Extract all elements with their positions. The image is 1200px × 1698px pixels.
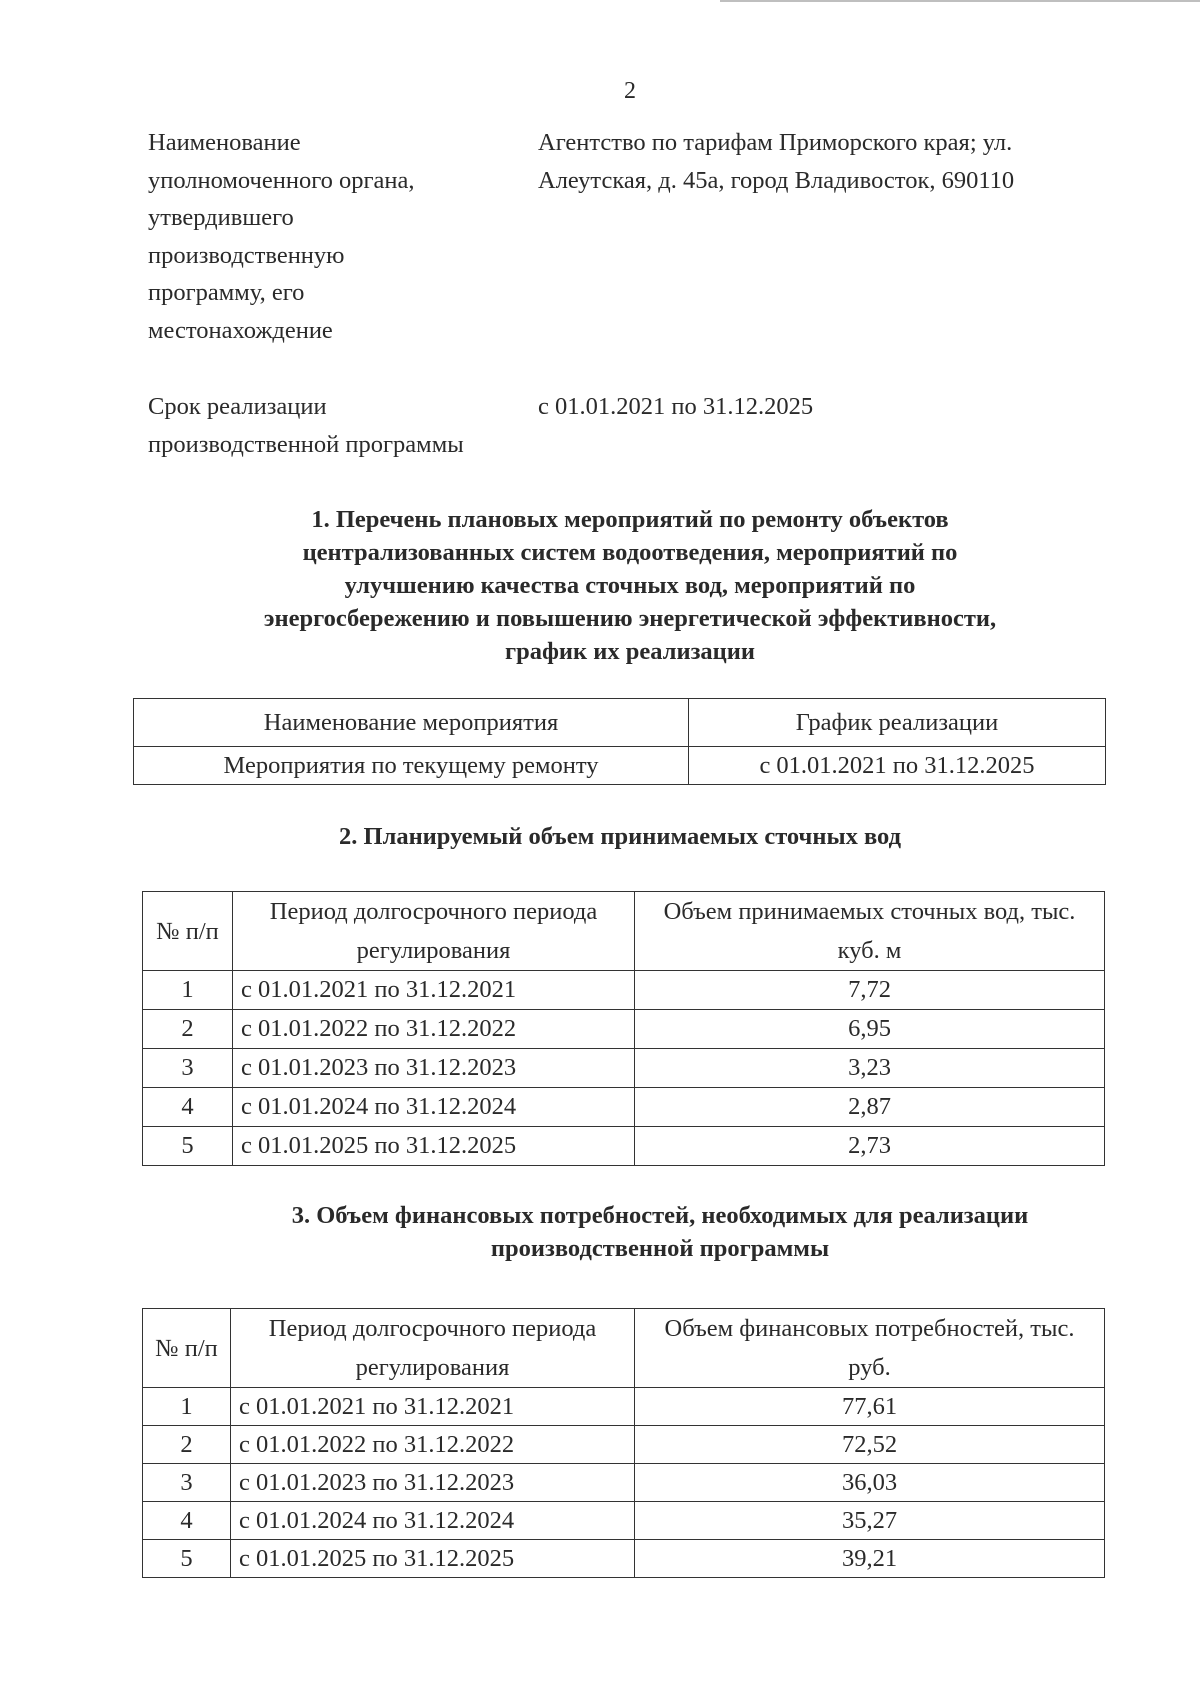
table-row xyxy=(134,747,1106,785)
authority-label: Наименование уполномоченного органа, утвердившего производственную программу, его местонахождение xyxy=(148,129,415,344)
table-header-row xyxy=(143,1309,1105,1388)
table-row xyxy=(143,1049,1105,1088)
table-cell: 2,87 xyxy=(635,1088,1105,1127)
section1-title: 1. Перечень плановых мероприятий по ремонту объектов централизованных систем водоотведения, мероприятий по улучшению качества сточных вод, мероприятий по энергосбережению и повышению энергетической эффективности, график их реализации xyxy=(263,506,997,665)
table-cell: 77,61 xyxy=(635,1388,1105,1426)
table-cell: 1 xyxy=(143,971,233,1010)
table-cell: 1 xyxy=(143,1388,231,1426)
table-row xyxy=(143,971,1105,1010)
table-header-row xyxy=(134,699,1106,747)
table-cell: с 01.01.2022 по 31.12.2022 xyxy=(231,1426,635,1464)
table-row xyxy=(143,1388,1105,1426)
table-cell: с 01.01.2025 по 31.12.2025 xyxy=(233,1127,635,1166)
table-header-cell: Объем финансовых потребностей, тыс. руб. xyxy=(635,1309,1105,1388)
table-cell: 72,52 xyxy=(635,1426,1105,1464)
table-cell: с 01.01.2022 по 31.12.2022 xyxy=(233,1010,635,1049)
table-cell: 4 xyxy=(143,1088,233,1127)
table-cell: 3 xyxy=(143,1049,233,1088)
table-row xyxy=(143,1426,1105,1464)
table-cell: с 01.01.2025 по 31.12.2025 xyxy=(231,1540,635,1578)
table-header-cell: График реализации xyxy=(689,699,1106,747)
table-cell: с 01.01.2021 по 31.12.2021 xyxy=(233,971,635,1010)
table-header-cell: № п/п xyxy=(143,892,233,971)
table-cell: 7,72 xyxy=(635,971,1105,1010)
table-cell: 2 xyxy=(143,1010,233,1049)
table-cell: Мероприятия по текущему ремонту xyxy=(134,747,689,785)
table-cell: 5 xyxy=(143,1127,233,1166)
table-cell: 36,03 xyxy=(635,1464,1105,1502)
table-cell: 4 xyxy=(143,1502,231,1540)
table-header-cell: Период долгосрочного периода регулирования xyxy=(233,892,635,971)
page-number: 2 xyxy=(624,78,636,104)
section2-table xyxy=(142,891,1105,1166)
table-row xyxy=(143,1088,1105,1127)
table-cell: 3,23 xyxy=(635,1049,1105,1088)
table-cell: с 01.01.2021 по 31.12.2021 xyxy=(231,1388,635,1426)
authority-value: Агентство по тарифам Приморского края; ул. Алеутская, д. 45а, город Владивосток, 690110 xyxy=(538,129,1015,194)
table-header-cell: № п/п xyxy=(143,1309,231,1388)
section3-table xyxy=(142,1308,1105,1578)
term-label: Срок реализации производственной программы xyxy=(148,393,464,458)
table-cell: с 01.01.2021 по 31.12.2025 xyxy=(689,747,1106,785)
table-cell: 6,95 xyxy=(635,1010,1105,1049)
table-cell: 35,27 xyxy=(635,1502,1105,1540)
scan-edge-line xyxy=(720,0,1200,2)
table-row xyxy=(143,1127,1105,1166)
table-cell: 5 xyxy=(143,1540,231,1578)
table-row xyxy=(143,1502,1105,1540)
table-cell: с 01.01.2024 по 31.12.2024 xyxy=(231,1502,635,1540)
table-row xyxy=(143,1540,1105,1578)
table-cell: с 01.01.2023 по 31.12.2023 xyxy=(233,1049,635,1088)
table-header-cell: Период долгосрочного периода регулирования xyxy=(231,1309,635,1388)
table-header-cell: Наименование мероприятия xyxy=(134,699,689,747)
table-cell: с 01.01.2023 по 31.12.2023 xyxy=(231,1464,635,1502)
table-row xyxy=(143,1010,1105,1049)
table-cell: с 01.01.2024 по 31.12.2024 xyxy=(233,1088,635,1127)
table-header-cell: Объем принимаемых сточных вод, тыс. куб. м xyxy=(635,892,1105,971)
section3-title: 3. Объем финансовых потребностей, необходимых для реализации производственной программы xyxy=(291,1202,1029,1262)
term-value: с 01.01.2021 по 31.12.2025 xyxy=(538,393,814,420)
table-cell: 2 xyxy=(143,1426,231,1464)
table-row xyxy=(143,1464,1105,1502)
section2-title: 2. Планируемый объем принимаемых сточных вод xyxy=(339,823,901,850)
table-cell: 3 xyxy=(143,1464,231,1502)
table-header-row xyxy=(143,892,1105,971)
table-cell: 39,21 xyxy=(635,1540,1105,1578)
table-cell: 2,73 xyxy=(635,1127,1105,1166)
section1-table xyxy=(133,698,1106,785)
